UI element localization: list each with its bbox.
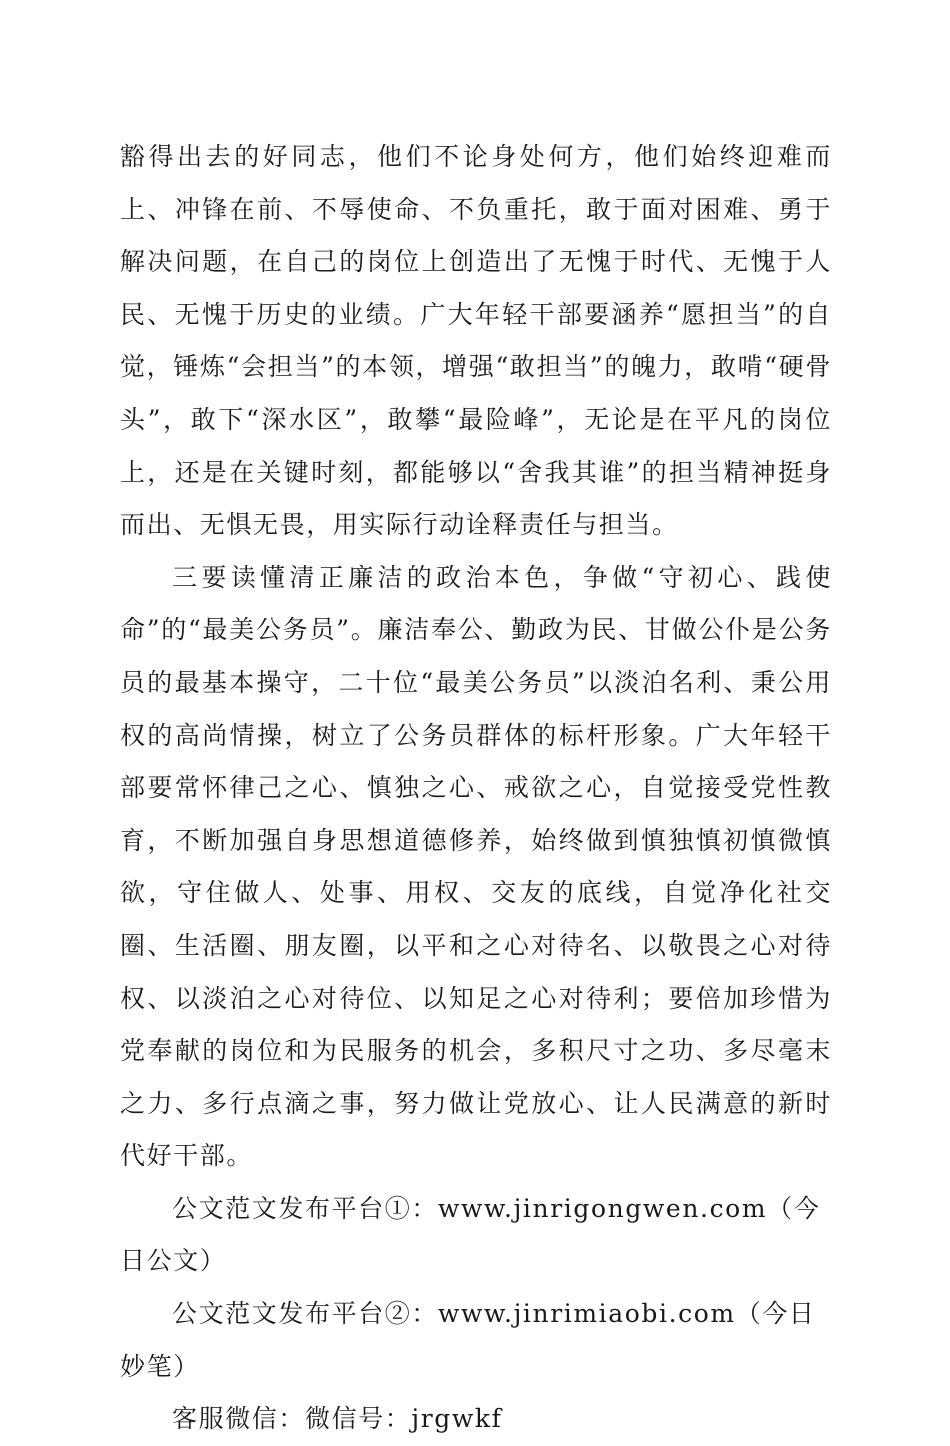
footer-service-wechat: 客服微信：微信号：jrgwkf (172, 1404, 503, 1434)
footer-platform-1: 公文范文发布平台①：www.jinrigongwen.com（今日公文） (120, 1193, 821, 1276)
paragraph-responsibility: 豁得出去的好同志，他们不论身处何方，他们始终迎难而上、冲锋在前、不辱使命、不负重托，敢于面对困难、勇于解决问题，在自己的岗位上创造出了无愧于时代、无愧于人民、无愧于历史的业绩。广大年轻干部要涵养“愿担当”的自觉，锤炼“会担当”的本领，增强“敢担当”的魄力，敢啃“硬骨头”，敢下“深水区”，敢攀“最险峰”，无论是在平凡的岗位上，还是在关键时刻，都能够以“舍我其谁”的担当精神挺身而出、无惧无畏，用实际行动诠释责任与担当。 (120, 142, 832, 540)
footer-platform-2: 公文范文发布平台②：www.jinrimiaobi.com（今日妙笔） (120, 1299, 816, 1381)
paragraph-integrity: 三要读懂清正廉洁的政治本色，争做“守初心、践使命”的“最美公务员”。廉洁奉公、勤政为民、甘做公仆是公务员的最基本操守，二十位“最美公务员”以淡泊名利、秉公用权的高尚情操，树立了公务员群体的标杆形象。广大年轻干部要常怀律己之心、慎独之心、戒欲之心，自觉接受党性教育，不断加强自身思想道德修养，始终做到慎独慎初慎微慎欲，守住做人、处事、用权、交友的底线，自觉净化社交圈、生活圈、朋友圈，以平和之心对待名、以敬畏之心对待权、以淡泊之心对待位、以知足之心对待利；要倍加珍惜为党奉献的岗位和为民服务的机会，多积尺寸之功、多尽毫末之力、多行点滴之事，努力做让党放心、让人民满意的新时代好干部。 (120, 562, 832, 1171)
document-body (120, 131, 832, 1446)
